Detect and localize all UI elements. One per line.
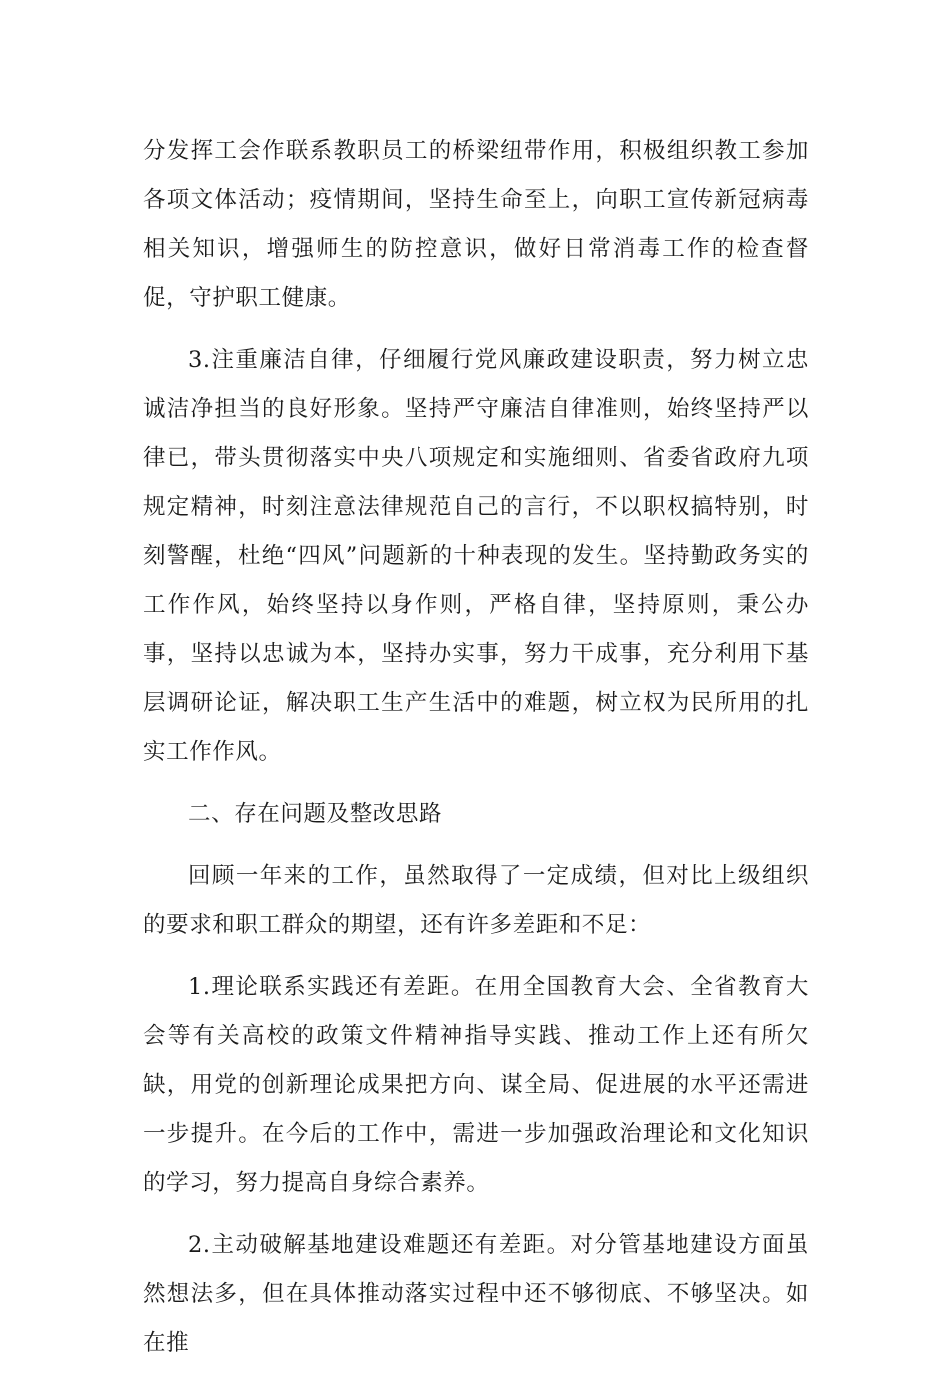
document-body <box>143 127 809 1381</box>
paragraph-integrity-self-discipline: 3.注重廉洁自律，仔细履行党风廉政建设职责，努力树立忠诚洁净担当的良好形象。坚持严守廉洁自律准则，始终坚持严以律已，带头贯彻落实中央八项规定和实施细则、省委省政府九项规定精神，时刻注意法律规范自己的言行，不以职权搞特别，时刻警醒，杜绝“四风”问题新的十种表现的发生。坚持勤政务实的工作作风，始终坚持以身作则，严格自律，坚持原则，秉公办事，坚持以忠诚为本，坚持办实事，努力干成事，充分利用下基层调研论证，解决职工生产生活中的难题，树立权为民所用的扎实工作作风。 <box>143 347 809 765</box>
section-heading-problems: 二、存在问题及整改思路 <box>188 801 443 827</box>
paragraph-base-construction-gap: 2.主动破解基地建设难题还有差距。对分管基地建设方面虽然想法多，但在具体推动落实过程中还不够彻底、不够坚决。如在推 <box>143 1232 809 1356</box>
paragraph-union-role: 分发挥工会作联系教职员工的桥梁纽带作用，积极组织教工参加各项文体活动；疫情期间，坚持生命至上，向职工宣传新冠病毒相关知识，增强师生的防控意识，做好日常消毒工作的检查督促，守护职工健康。 <box>143 138 809 311</box>
paragraph-theory-practice-gap: 1.理论联系实践还有差距。在用全国教育大会、全省教育大会等有关高校的政策文件精神指导实践、推动工作上还有所欠缺，用党的创新理论成果把方向、谋全局、促进展的水平还需进一步提升。在今后的工作中，需进一步加强政治理论和文化知识的学习，努力提高自身综合素养。 <box>143 974 809 1196</box>
paragraph-review-intro: 回顾一年来的工作，虽然取得了一定成绩，但对比上级组织的要求和职工群众的期望，还有许多差距和不足： <box>143 863 809 938</box>
